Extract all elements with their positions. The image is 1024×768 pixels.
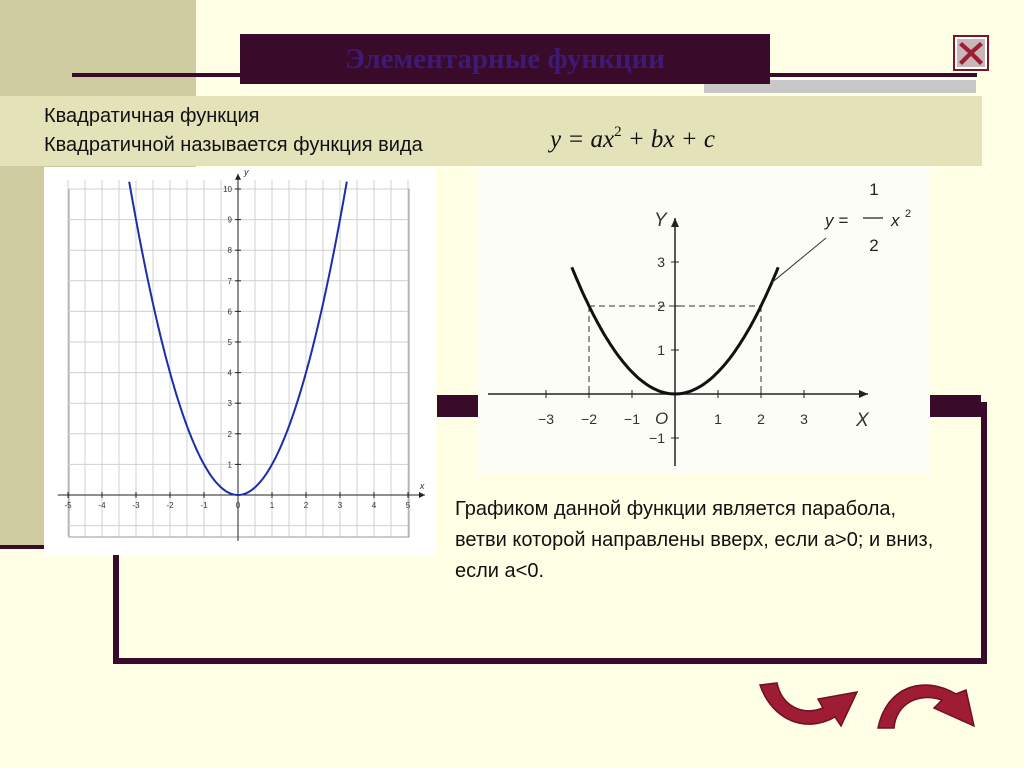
y-tick-label: 10 xyxy=(223,185,232,194)
x-tick-label: -1 xyxy=(200,501,208,510)
parabola-grid-chart xyxy=(44,167,436,555)
annotation-power: 2 xyxy=(905,208,912,220)
y-axis-label: Y xyxy=(654,210,667,231)
parabola-half-chart xyxy=(478,168,930,473)
chart-svg-left xyxy=(44,167,436,555)
quadratic-formula xyxy=(550,124,715,154)
frame-top-segment xyxy=(930,395,981,417)
x-tick-label: -5 xyxy=(64,501,72,510)
x-tick-label: 3 xyxy=(800,411,808,427)
x-tick-label: −2 xyxy=(581,411,597,427)
x-axis-arrow xyxy=(419,492,425,498)
y-tick-label: 1 xyxy=(657,342,665,358)
x-tick-label: 3 xyxy=(337,501,343,510)
annotation-leader-line xyxy=(772,238,826,283)
x-tick-label: 4 xyxy=(371,501,377,510)
curved-arrow-back-icon xyxy=(757,678,859,730)
x-tick-label: 5 xyxy=(405,501,411,510)
x-tick-label: -4 xyxy=(98,501,106,510)
x-tick-label: -3 xyxy=(132,501,140,510)
y-tick-label: 1 xyxy=(227,460,232,470)
origin-label: O xyxy=(655,409,669,428)
close-button[interactable] xyxy=(953,35,989,71)
x-tick-label: 0 xyxy=(235,501,241,510)
annotation-lhs: y = xyxy=(825,211,849,230)
x-tick-label: 1 xyxy=(269,501,275,510)
x-axis-arrow xyxy=(859,390,868,398)
x-tick-label: 2 xyxy=(303,501,309,510)
y-tick-label: 5 xyxy=(227,338,232,347)
title-bar xyxy=(240,34,770,84)
x-tick-label: −1 xyxy=(624,411,640,427)
y-tick-label: 6 xyxy=(227,307,232,317)
y-axis-label: y xyxy=(244,167,249,178)
y-axis-arrow xyxy=(671,218,679,227)
y-tick-label: 3 xyxy=(227,399,232,409)
definition-text: Квадратичной называется функция вида xyxy=(44,134,423,156)
formula-power: 2 xyxy=(614,124,622,140)
slide-heading: Квадратичная функция xyxy=(44,105,260,127)
y-tick-label: −1 xyxy=(649,430,665,446)
forward-button[interactable] xyxy=(876,678,982,730)
y-tick-label: 9 xyxy=(227,215,232,225)
x-tick-label: −3 xyxy=(538,411,554,427)
back-button[interactable] xyxy=(757,678,859,730)
formula-rhs: + bx + c xyxy=(621,126,715,153)
y-tick-label: 2 xyxy=(227,429,232,439)
x-tick-label: 1 xyxy=(714,411,722,427)
slide-title: Элементарные функции xyxy=(345,42,665,75)
y-axis-arrow xyxy=(235,174,241,180)
x-tick-label: 2 xyxy=(757,411,765,427)
y-tick-label: 4 xyxy=(227,368,232,378)
curved-arrow-forward-icon xyxy=(876,678,982,730)
y-tick-label: 2 xyxy=(657,298,665,314)
y-tick-label: 7 xyxy=(227,276,232,286)
chart-border xyxy=(69,189,409,537)
frame-top-segment xyxy=(437,395,480,417)
y-tick-label: 8 xyxy=(227,246,232,256)
formula-lhs: y = ax xyxy=(550,126,615,153)
close-icon xyxy=(953,35,989,71)
annotation-denominator: 2 xyxy=(869,236,879,255)
y-tick-label: 3 xyxy=(657,254,665,270)
annotation-numerator: 1 xyxy=(869,180,879,199)
x-axis-label: X xyxy=(856,410,869,431)
parabola-description: Графиком данной функции является парабола, ветви которой направлены вверх, если a>0; и вниз, если a<0. xyxy=(455,498,934,582)
x-tick-label: -2 xyxy=(166,501,174,510)
annotation-variable: x xyxy=(891,211,900,230)
x-axis-label: x xyxy=(419,481,425,491)
chart-svg-right xyxy=(478,168,930,473)
